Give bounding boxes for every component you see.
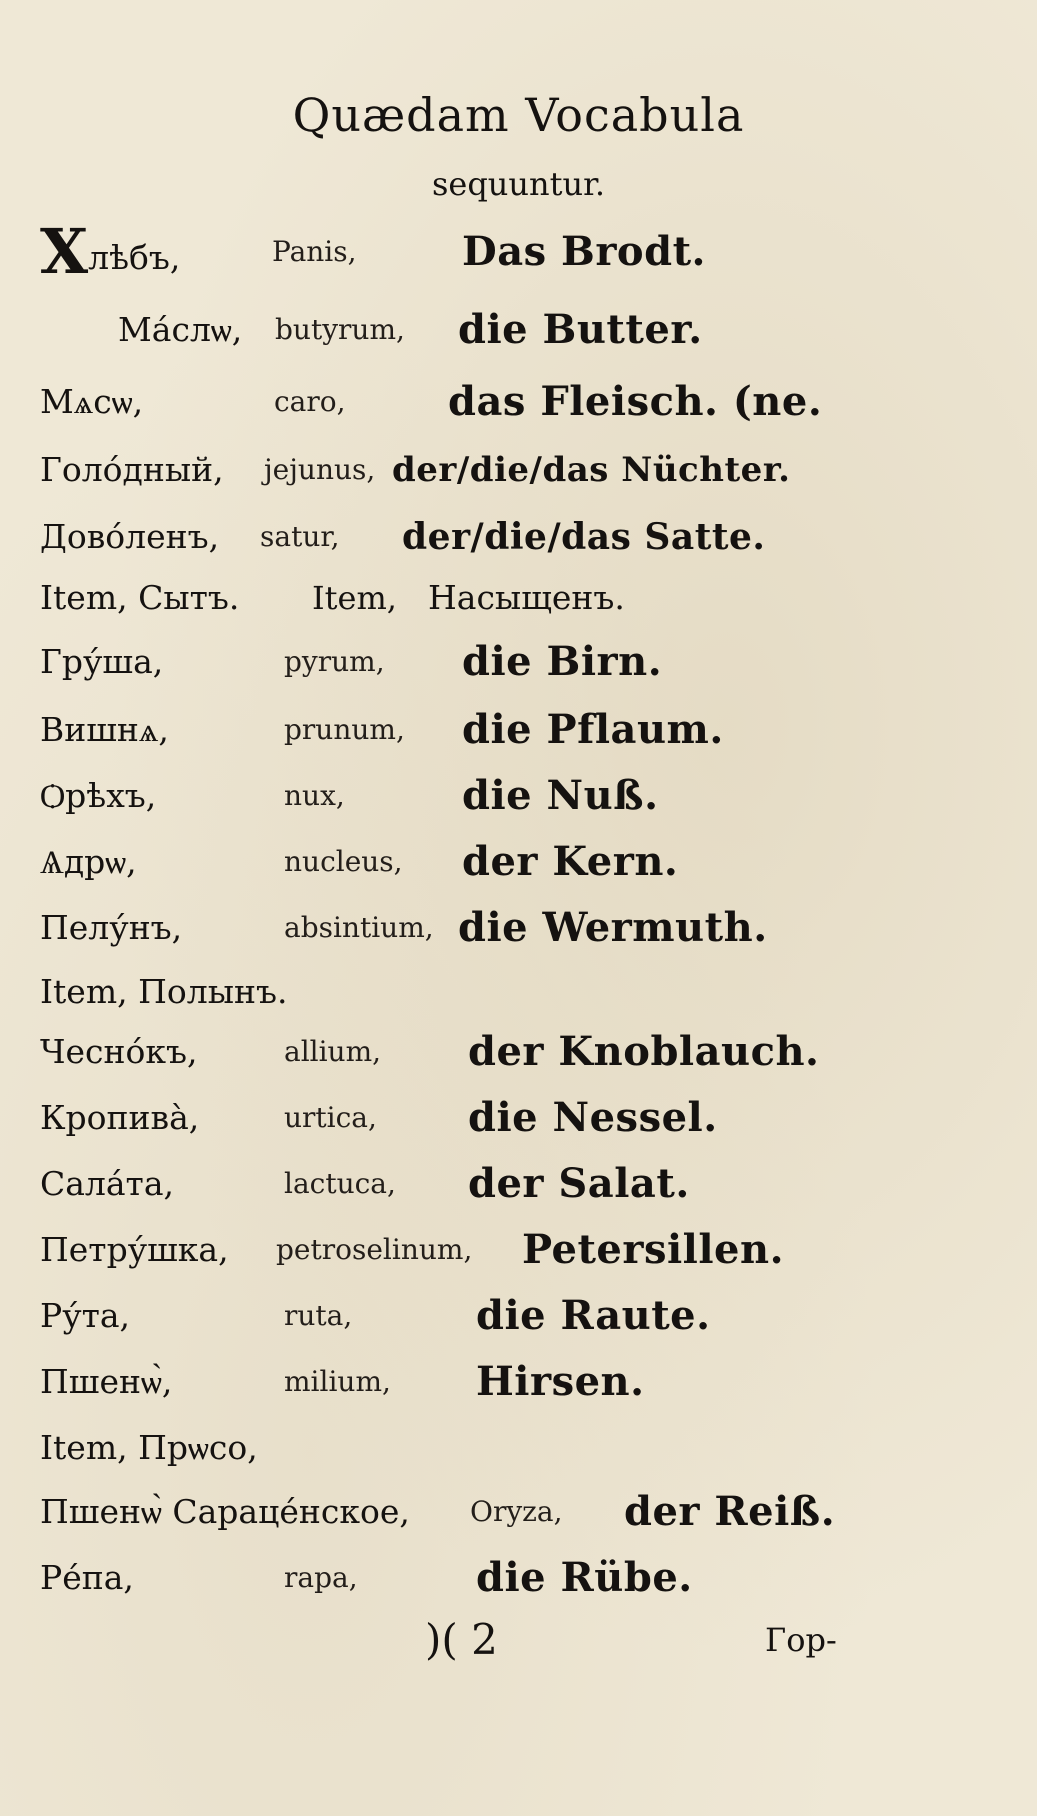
vocab-row (0, 898, 1037, 958)
vocab-row (0, 568, 1037, 628)
german-word: der Reiß. (624, 1488, 836, 1535)
vocab-row (0, 507, 1037, 567)
russian-word: Пшенѡ̀, (40, 1362, 173, 1401)
german-word: die Birn. (462, 638, 663, 685)
russian-word: Голо́дный, (40, 450, 224, 489)
russian-word: Ѧдрѡ, (40, 842, 137, 881)
russian-word: Item, Сытъ. (40, 578, 240, 617)
drop-cap: Х (40, 215, 89, 288)
vocab-row (0, 1418, 1037, 1478)
german-word: Hirsen. (476, 1358, 645, 1405)
russian-word: Чесно́къ, (40, 1032, 198, 1071)
russian-word: Пелу́нъ, (40, 908, 183, 947)
german-word: die Nuß. (462, 772, 659, 819)
german-word: die Rübe. (476, 1554, 693, 1601)
latin-word: petroselinum, (276, 1233, 473, 1266)
russian-word: Вишнѧ, (40, 710, 169, 749)
german-word: die Pflaum. (462, 706, 724, 753)
latin-word: milium, (284, 1365, 391, 1398)
latin-word: lactuca, (284, 1167, 396, 1200)
latin-word: caro, (274, 385, 346, 418)
latin-word: ruta, (284, 1299, 353, 1332)
vocab-row (0, 1220, 1037, 1280)
russian-word: Ѻрѣхъ, (40, 776, 157, 815)
russian-word: Item, Полынъ. (40, 972, 288, 1011)
vocab-row (0, 700, 1037, 760)
vocab-row (0, 300, 1037, 360)
latin-word: jejunus, (264, 453, 376, 486)
german-word: der/die/das Satte. (402, 516, 766, 558)
latin-word: rapa, (284, 1561, 358, 1594)
page-title: Quædam Vocabula (292, 88, 745, 142)
latin-word: pyrum, (284, 645, 385, 678)
vocab-row (0, 962, 1037, 1022)
russian-word: Петру́шка, (40, 1230, 229, 1269)
latin-word: prunum, (284, 713, 405, 746)
latin-word: Item, (312, 579, 397, 617)
russian-word: Кропива̀, (40, 1098, 200, 1137)
german-word: der Kern. (462, 838, 679, 885)
latin-word: Panis, (272, 235, 357, 268)
russian-word: Ре́па, (40, 1558, 134, 1597)
vocab-row (0, 1022, 1037, 1082)
german-word: die Wermuth. (458, 904, 768, 951)
latin-word: nucleus, (284, 845, 403, 878)
catchword: Гор- (765, 1621, 837, 1659)
vocab-row (0, 632, 1037, 692)
german-word: das Fleisch. (ne. (448, 378, 823, 425)
latin-word: butyrum, (275, 313, 405, 346)
signature-mark: )( 2 (425, 1615, 498, 1664)
vocab-row (0, 215, 1037, 288)
russian-word: Хлѣбъ, (40, 215, 181, 288)
vocab-row (0, 832, 1037, 892)
russian-word: Ру́та, (40, 1296, 131, 1335)
latin-word: Oryza, (470, 1495, 563, 1528)
german-word: die Nessel. (468, 1094, 718, 1141)
russian-synonym: Насыщенъ. (428, 578, 625, 617)
russian-word: Гру́ша, (40, 642, 164, 681)
russian-word: Сала́та, (40, 1164, 174, 1203)
vocab-row (0, 372, 1037, 432)
german-word: Petersillen. (522, 1226, 785, 1273)
german-word: der Salat. (468, 1160, 690, 1207)
vocab-row (0, 1088, 1037, 1148)
latin-word: urtica, (284, 1101, 377, 1134)
russian-word: Item, Прѡсо, (40, 1428, 258, 1467)
russian-word: Ма́слѡ, (118, 310, 243, 349)
page-subtitle: sequuntur. (431, 165, 606, 203)
latin-word: absintium, (284, 911, 434, 944)
german-word: der/die/das Nüchter. (392, 450, 791, 490)
russian-word: Мѧсѡ, (40, 382, 144, 421)
vocab-row (0, 1352, 1037, 1412)
german-word: Das Brodt. (462, 228, 706, 275)
german-word: die Raute. (476, 1292, 711, 1339)
vocab-row (0, 1154, 1037, 1214)
vocab-row (0, 1482, 1037, 1542)
vocab-row (0, 1286, 1037, 1346)
german-word: der Knoblauch. (468, 1028, 820, 1075)
vocab-row (0, 440, 1037, 500)
latin-word: satur, (260, 520, 340, 553)
russian-word: Дово́ленъ, (40, 517, 220, 556)
vocab-row (0, 766, 1037, 826)
latin-word: allium, (284, 1035, 382, 1068)
vocab-row (0, 1548, 1037, 1608)
latin-word: nux, (284, 779, 345, 812)
russian-word: Пшенѡ̀ Сараце́нское, (40, 1492, 410, 1531)
german-word: die Butter. (458, 306, 703, 353)
